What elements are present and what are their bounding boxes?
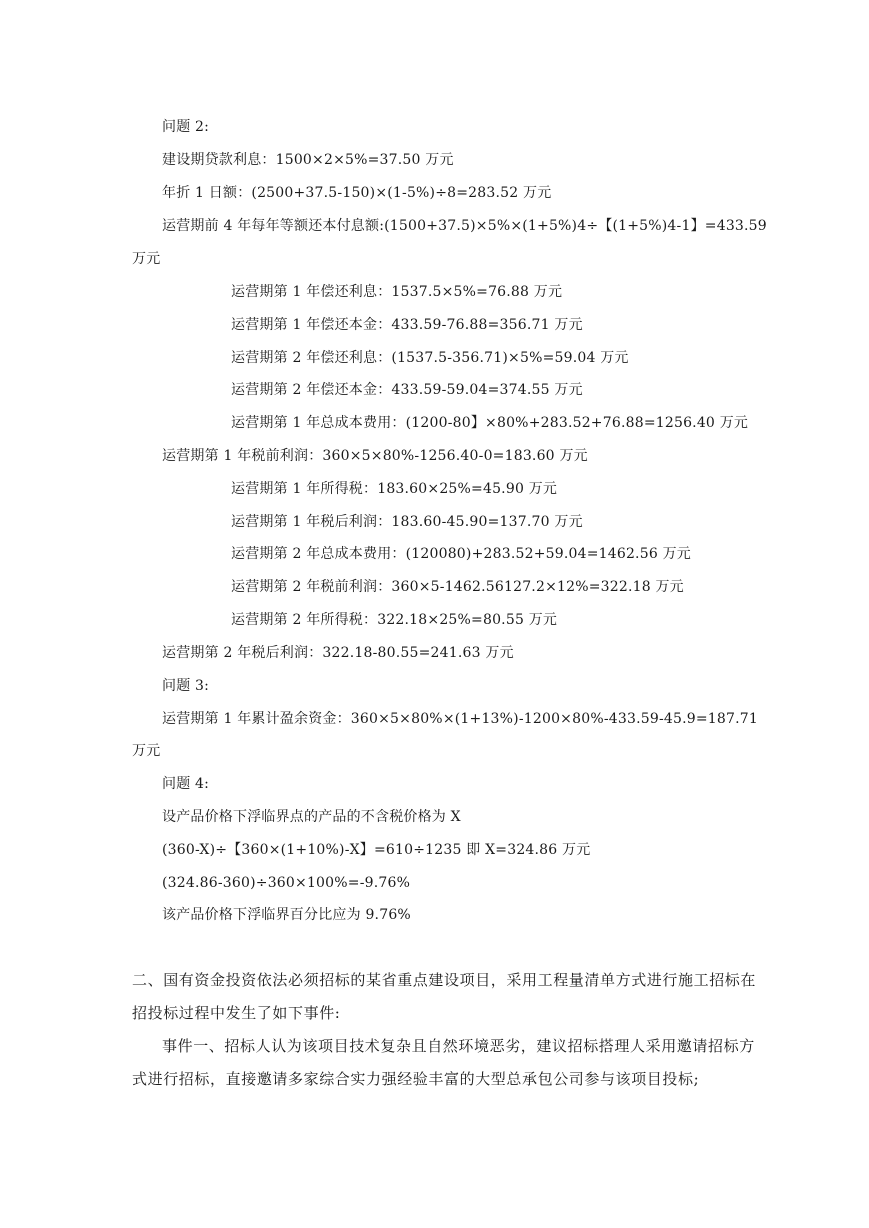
year1-interest: 运营期第 1 年偿还利息：1537.5×5%=76.88 万元 [231, 284, 563, 300]
year1-pretax-profit: 运营期第 1 年税前利润：360×5×80%-1256.40-0=183.60 万元 [162, 448, 588, 464]
year1-income-tax: 运营期第 1 年所得税：183.60×25%=45.90 万元 [231, 481, 558, 497]
question-4-heading: 问题 4: [162, 776, 210, 792]
question2-intro-line-1: 二、国有资金投资依法必须招标的某省重点建设项目，采用工程量清单方式进行施工招标在 [132, 971, 757, 989]
year2-pretax-profit: 运营期第 2 年税前利润：360×5-1462.56127.2×12%=322.18 万元 [231, 579, 684, 595]
price-conclusion: 该产品价格下浮临界百分比应为 9.76% [162, 907, 411, 923]
equal-installment-line-2: 万元 [132, 251, 161, 267]
equal-installment-line-1: 运营期前 4 年每年等额还本付息额:(1500+37.5)×5%×(1+5%)4÷【(1+5%)4-1】=433.59 [162, 218, 767, 234]
question-2-heading: 问题 2: [162, 119, 210, 135]
year1-principal: 运营期第 1 年偿还本金：433.59-76.88=356.71 万元 [231, 317, 583, 333]
price-percent-change: (324.86-360)÷360×100%=-9.76% [162, 875, 411, 891]
price-assumption: 设产品价格下浮临界点的产品的不含税价格为 X [162, 809, 461, 825]
price-equation: (360-X)÷【360×(1+10%)-X】=610÷1235 即 X=324.86 万元 [162, 842, 591, 858]
surplus-funds-line-1: 运营期第 1 年累计盈余资金：360×5×80%×(1+13%)-1200×80%-433.59-45.9=187.71 [162, 711, 758, 727]
year1-total-cost: 运营期第 1 年总成本费用：(1200-80】×80%+283.52+76.88=1256.40 万元 [231, 415, 749, 431]
question2-intro-line-2: 招投标过程中发生了如下事件: [132, 1004, 341, 1022]
year2-after-tax-profit: 运营期第 2 年税后利润：322.18-80.55=241.63 万元 [162, 645, 514, 661]
construction-loan-interest: 建设期贷款利息：1500×2×5%=37.50 万元 [162, 152, 454, 168]
annual-depreciation: 年折 1 日额：(2500+37.5-150)×(1-5%)÷8=283.52 万元 [162, 185, 552, 201]
year2-principal: 运营期第 2 年偿还本金：433.59-59.04=374.55 万元 [231, 382, 583, 398]
year2-total-cost: 运营期第 2 年总成本费用：(120080)+283.52+59.04=1462.56 万元 [231, 546, 691, 562]
surplus-funds-line-2: 万元 [132, 743, 161, 759]
year2-interest: 运营期第 2 年偿还利息：(1537.5-356.71)×5%=59.04 万元 [231, 350, 629, 366]
event1-line-2: 式进行招标，直接邀请多家综合实力强经验丰富的大型总承包公司参与该项目投标; [132, 1070, 700, 1088]
year1-after-tax-profit: 运营期第 1 年税后利润：183.60-45.90=137.70 万元 [231, 514, 583, 530]
year2-income-tax: 运营期第 2 年所得税：322.18×25%=80.55 万元 [231, 612, 558, 628]
event1-line-1: 事件一、招标人认为该项目技术复杂且自然环境恶劣，建议招标搭理人采用邀请招标方 [162, 1037, 755, 1055]
question-3-heading: 问题 3: [162, 678, 210, 694]
